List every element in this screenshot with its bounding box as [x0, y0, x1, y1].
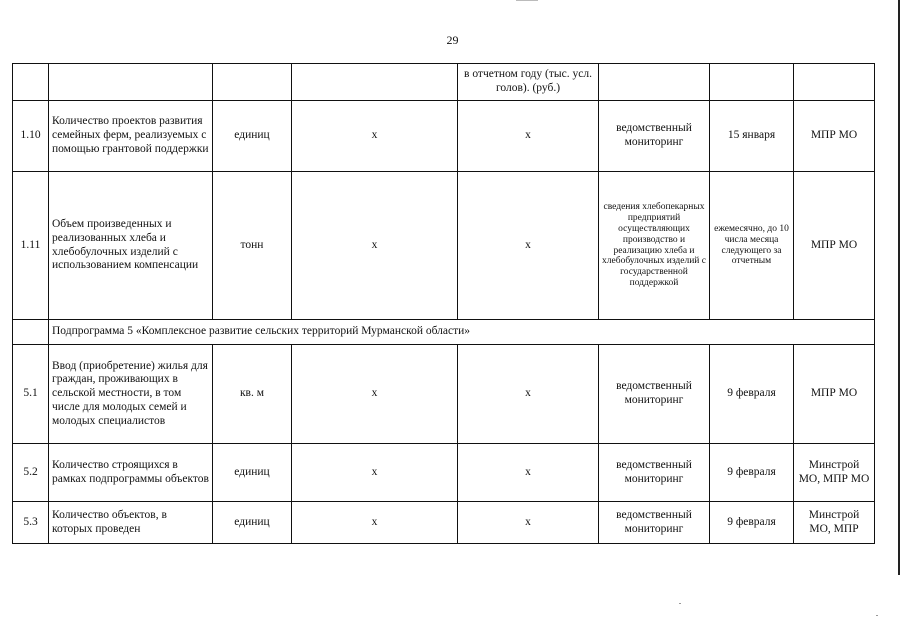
table-cell	[49, 64, 213, 101]
table-row-header-continuation	[13, 64, 875, 101]
indicator-name: Ввод (приобретение) жилья для граждан, проживающих в сельской местности, в том числе для молодых семей и молодых специалистов	[49, 345, 213, 444]
responsible: Минстрой МО, МПР	[794, 502, 875, 544]
table-cell	[794, 64, 875, 101]
indicators-table	[12, 63, 875, 544]
indicator-name: Объем произведенных и реализованных хлеба и хлебобулочных изделий с использованием компенсации	[49, 172, 213, 320]
value-cell: х	[458, 101, 599, 172]
row-number: 5.3	[13, 502, 49, 544]
data-source: сведения хлебопекарных предприятий осуществляющих производство и реализацию хлеба и хлебобулочных изделий с государственной поддержкой	[599, 172, 710, 320]
indicator-name: Количество проектов развития семейных ферм, реализуемых с помощью грантовой поддержки	[49, 101, 213, 172]
unit-of-measure: единиц	[213, 502, 292, 544]
deadline: 9 февраля	[710, 444, 794, 502]
value-cell: х	[292, 172, 458, 320]
table-row	[13, 444, 875, 502]
value-cell: х	[292, 444, 458, 502]
subprogram-row	[13, 320, 875, 345]
table-cell	[13, 64, 49, 101]
row-number: 5.1	[13, 345, 49, 444]
indicator-name: Количество объектов, в которых проведен	[49, 502, 213, 544]
responsible: МПР МО	[794, 101, 875, 172]
table-cell	[710, 64, 794, 101]
header-cell-reporting-year: в отчетном году (тыс. усл. голов). (руб.)	[458, 64, 599, 101]
row-number: 5.2	[13, 444, 49, 502]
deadline: 15 января	[710, 101, 794, 172]
value-cell: х	[458, 172, 599, 320]
table-cell	[213, 64, 292, 101]
data-source: ведомственный мониторинг	[599, 444, 710, 502]
table-row	[13, 172, 875, 320]
table-cell	[13, 320, 49, 345]
deadline: ежемесячно, до 10 числа месяца следующего за отчетным	[710, 172, 794, 320]
scan-speck	[876, 615, 878, 616]
value-cell: х	[458, 345, 599, 444]
unit-of-measure: единиц	[213, 444, 292, 502]
data-source: ведомственный мониторинг	[599, 101, 710, 172]
unit-of-measure: тонн	[213, 172, 292, 320]
table-row	[13, 345, 875, 444]
scan-speck	[679, 603, 681, 604]
deadline: 9 февраля	[710, 502, 794, 544]
page-number: 29	[446, 33, 459, 47]
value-cell: х	[458, 444, 599, 502]
data-source: ведомственный мониторинг	[599, 502, 710, 544]
deadline: 9 февраля	[710, 345, 794, 444]
row-number: 1.11	[13, 172, 49, 320]
value-cell: х	[458, 502, 599, 544]
unit-of-measure: кв. м	[213, 345, 292, 444]
subprogram-title: Подпрограмма 5 «Комплексное развитие сельских территорий Мурманской области»	[49, 320, 875, 345]
table-cell	[292, 64, 458, 101]
value-cell: х	[292, 502, 458, 544]
unit-of-measure: единиц	[213, 101, 292, 172]
top-scan-mark	[516, 0, 538, 1]
table-row	[13, 502, 875, 544]
responsible: Минстрой МО, МПР МО	[794, 444, 875, 502]
data-source: ведомственный мониторинг	[599, 345, 710, 444]
responsible: МПР МО	[794, 345, 875, 444]
table-row	[13, 101, 875, 172]
value-cell: х	[292, 345, 458, 444]
indicator-name: Количество строящихся в рамках подпрограммы объектов	[49, 444, 213, 502]
right-scan-edge	[898, 0, 900, 575]
responsible: МПР МО	[794, 172, 875, 320]
table-cell	[599, 64, 710, 101]
row-number: 1.10	[13, 101, 49, 172]
value-cell: х	[292, 101, 458, 172]
